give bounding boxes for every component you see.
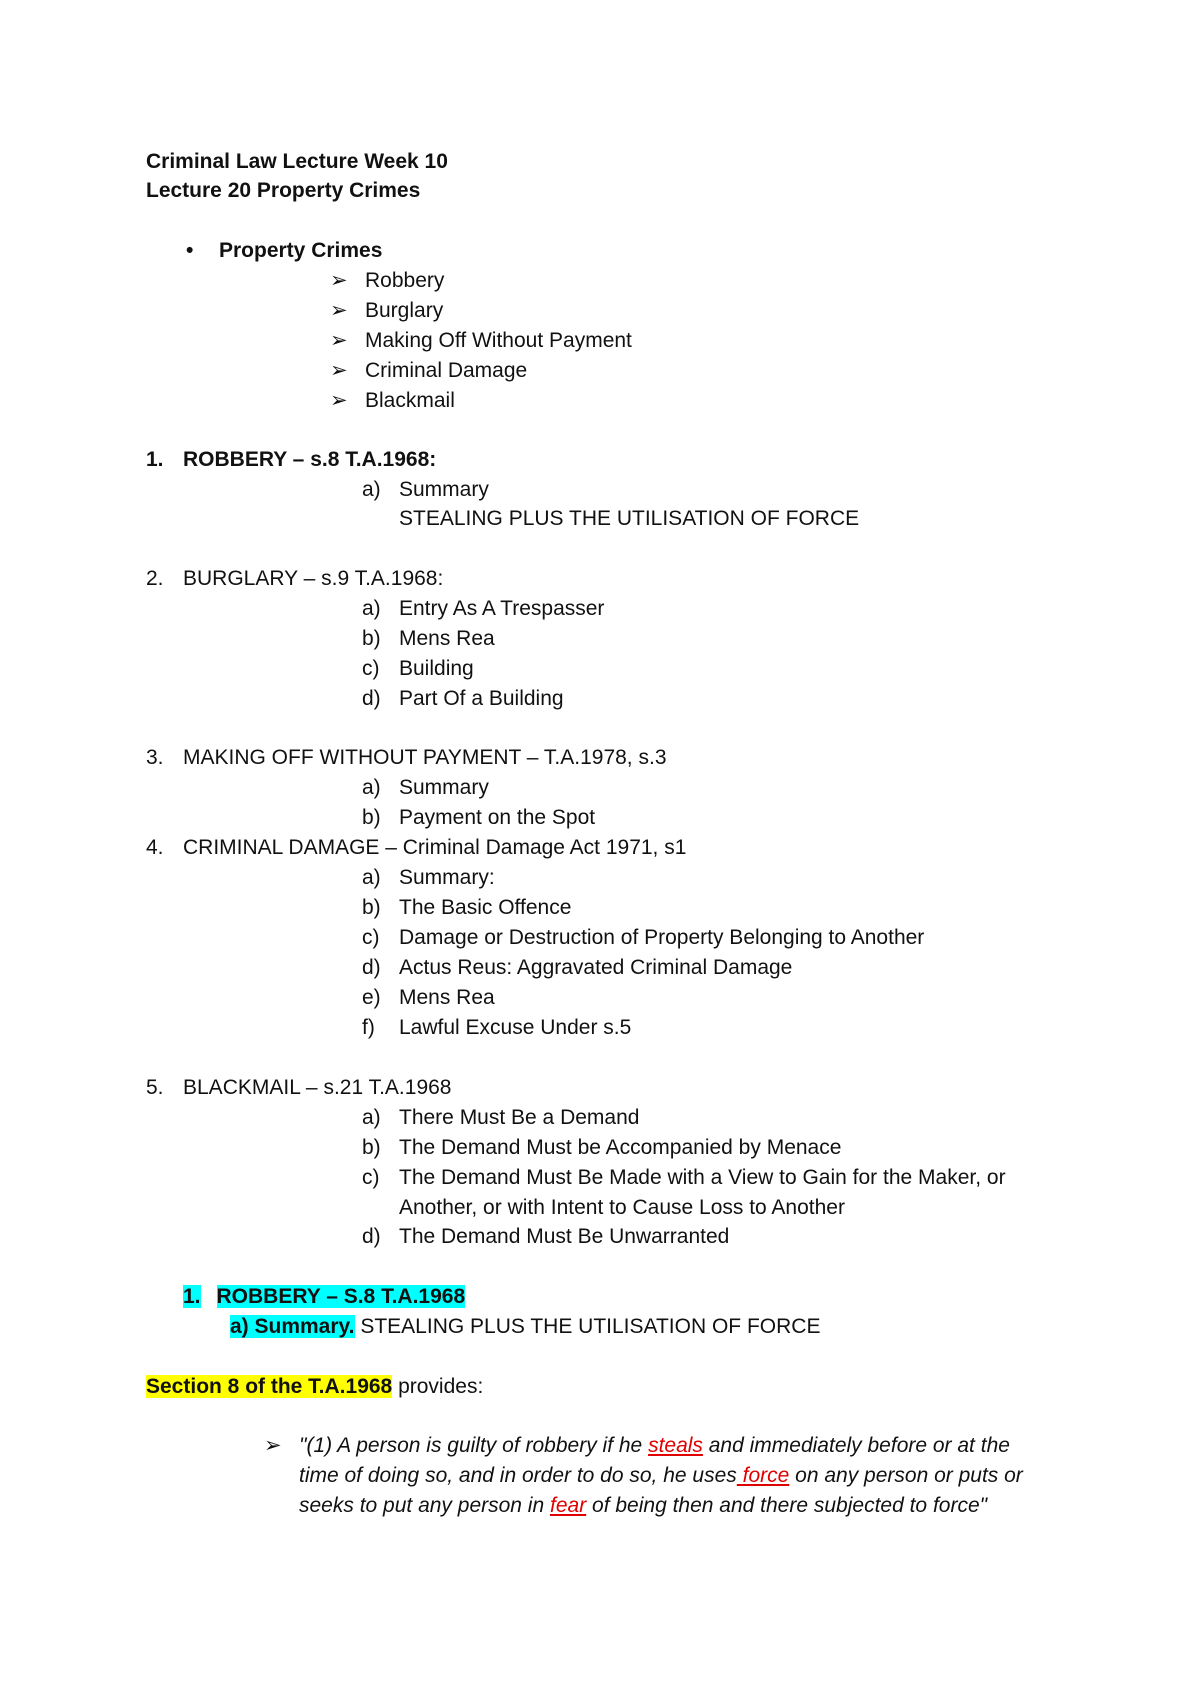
sub-letter: a) xyxy=(362,1106,381,1129)
arrow-icon: ➢ xyxy=(264,1434,282,1457)
sub-item: Entry As A Trespasser xyxy=(399,597,605,620)
keyword-fear: fear xyxy=(550,1494,587,1517)
sub-item: The Demand Must Be Made with a View to Gain for the Maker, or xyxy=(399,1166,1006,1189)
sub-letter: a) xyxy=(362,776,381,799)
sub-item: The Demand Must Be Unwarranted xyxy=(399,1225,730,1248)
arrow-icon: ➢ xyxy=(330,329,348,352)
quote-text: on any person or puts or xyxy=(789,1464,1023,1487)
sub-letter: b) xyxy=(362,1136,381,1159)
sub-item: There Must Be a Demand xyxy=(399,1106,640,1129)
sub-item: Mens Rea xyxy=(399,986,495,1009)
sub-letter: a) xyxy=(362,866,381,889)
sub-item: Damage or Destruction of Property Belonging to Another xyxy=(399,926,925,949)
section-number: 2. xyxy=(146,567,164,590)
arrow-icon: ➢ xyxy=(330,269,348,292)
detail-summary xyxy=(230,1313,820,1341)
quote-line-2 xyxy=(299,1462,1023,1490)
sub-item: Summary xyxy=(399,478,489,501)
sub-item: The Basic Offence xyxy=(399,896,572,919)
sub-letter: f) xyxy=(362,1016,375,1039)
sub-letter: e) xyxy=(362,986,381,1009)
sub-item: The Demand Must be Accompanied by Menace xyxy=(399,1136,842,1159)
keyword-force: force xyxy=(736,1464,790,1487)
sub-letter: c) xyxy=(362,657,380,680)
provision-line xyxy=(146,1373,483,1401)
sub-letter: b) xyxy=(362,806,381,829)
quote-text: and immediately before or at the xyxy=(702,1434,1010,1457)
section-number: 3. xyxy=(146,746,164,769)
summary-label: a) Summary. xyxy=(230,1315,355,1338)
section-note: STEALING PLUS THE UTILISATION OF FORCE xyxy=(399,507,860,530)
sub-letter: d) xyxy=(362,687,381,710)
sub-letter: a) xyxy=(362,597,381,620)
arrow-icon: ➢ xyxy=(330,389,348,412)
sub-item: Lawful Excuse Under s.5 xyxy=(399,1016,632,1039)
overview-item: Criminal Damage xyxy=(365,359,528,382)
overview-item: Blackmail xyxy=(365,389,455,412)
sub-item: Mens Rea xyxy=(399,627,495,650)
doc-subtitle: Lecture 20 Property Crimes xyxy=(146,179,421,202)
quote-text: seeks to put any person in xyxy=(299,1494,550,1517)
section-heading: ROBBERY – s.8 T.A.1968: xyxy=(183,448,437,471)
overview-item: Burglary xyxy=(365,299,444,322)
sub-item-continuation: Another, or with Intent to Cause Loss to Another xyxy=(399,1196,845,1219)
sub-letter: c) xyxy=(362,926,380,949)
section-number: 4. xyxy=(146,836,164,859)
detail-title: ROBBERY – S.8 T.A.1968 xyxy=(216,1285,466,1308)
quote-text: time of doing so, and in order to do so, he uses xyxy=(299,1464,737,1487)
sub-item: Summary xyxy=(399,776,489,799)
overview-heading: Property Crimes xyxy=(219,239,383,262)
section-number: 5. xyxy=(146,1076,164,1099)
quote-text: "(1) A person is guilty of robbery if he xyxy=(299,1434,649,1457)
sub-letter: a) xyxy=(362,478,381,501)
sub-item: Part Of a Building xyxy=(399,687,564,710)
section-heading: BURGLARY – s.9 T.A.1968: xyxy=(183,567,444,590)
sub-item: Payment on the Spot xyxy=(399,806,596,829)
sub-item: Building xyxy=(399,657,474,680)
section-heading: BLACKMAIL – s.21 T.A.1968 xyxy=(183,1076,452,1099)
sub-item: Summary: xyxy=(399,866,495,889)
keyword-steals: steals xyxy=(648,1434,703,1457)
sub-item: Actus Reus: Aggravated Criminal Damage xyxy=(399,956,793,979)
detail-number: 1. xyxy=(183,1285,201,1308)
section-heading: CRIMINAL DAMAGE – Criminal Damage Act 1971, s1 xyxy=(183,836,687,859)
provision-label: Section 8 of the T.A.1968 xyxy=(146,1375,393,1398)
detail-heading xyxy=(183,1283,465,1311)
section-number: 1. xyxy=(146,448,164,471)
quote-text: of being then and there subjected to force" xyxy=(586,1494,988,1517)
sub-letter: d) xyxy=(362,1225,381,1248)
overview-item: Robbery xyxy=(365,269,445,292)
section-heading: MAKING OFF WITHOUT PAYMENT – T.A.1978, s.3 xyxy=(183,746,667,769)
quote-line-3 xyxy=(299,1492,987,1520)
provision-text: provides: xyxy=(392,1375,484,1398)
sub-letter: b) xyxy=(362,627,381,650)
sub-letter: d) xyxy=(362,956,381,979)
arrow-icon: ➢ xyxy=(330,299,348,322)
doc-title: Criminal Law Lecture Week 10 xyxy=(146,150,448,173)
summary-text: STEALING PLUS THE UTILISATION OF FORCE xyxy=(354,1315,821,1338)
quote-line-1 xyxy=(299,1432,1010,1460)
sub-letter: c) xyxy=(362,1166,380,1189)
overview-item: Making Off Without Payment xyxy=(365,329,632,352)
sub-letter: b) xyxy=(362,896,381,919)
bullet-glyph: • xyxy=(186,239,194,262)
arrow-icon: ➢ xyxy=(330,359,348,382)
